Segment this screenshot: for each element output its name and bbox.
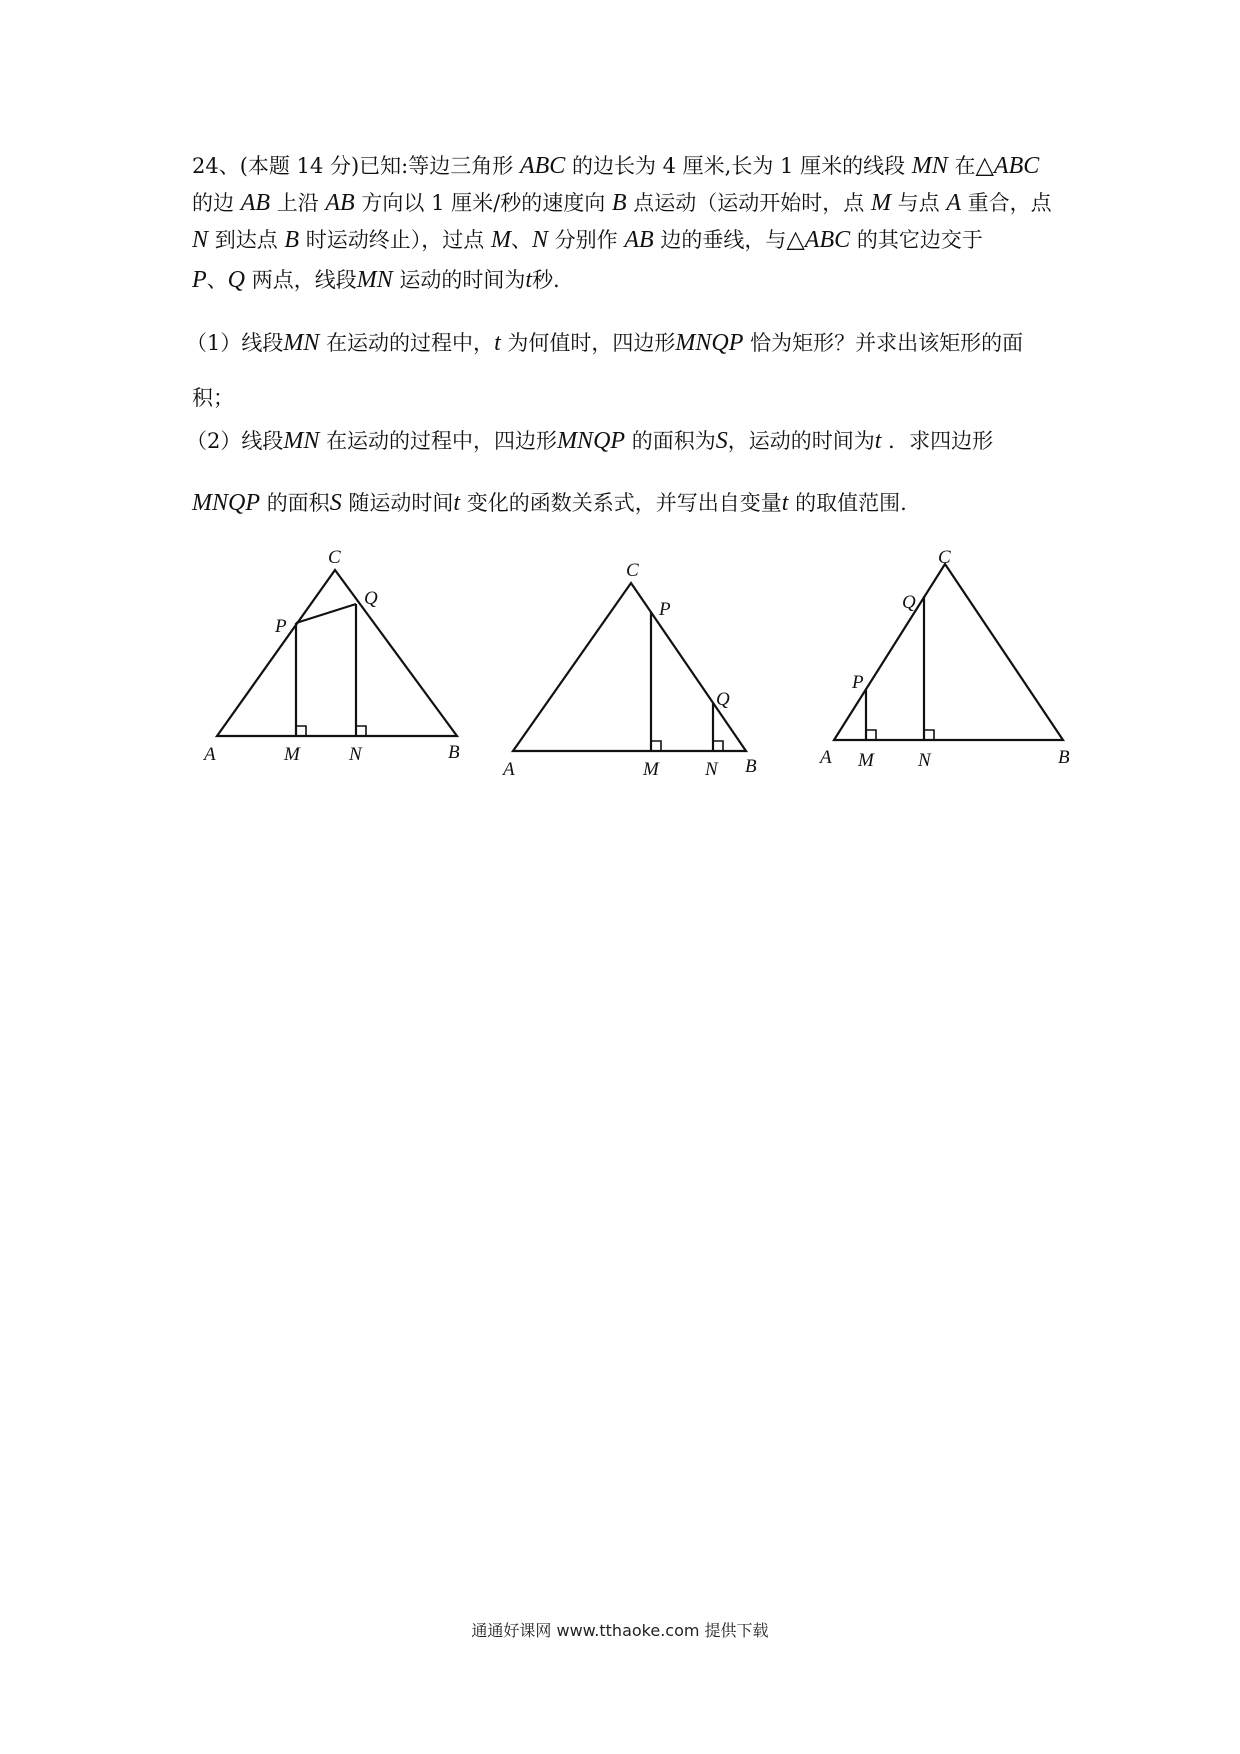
part1-line-2: 积； — [192, 386, 234, 410]
label-n: N — [349, 744, 362, 765]
label-q: Q — [716, 689, 730, 710]
right-angle-mark-n — [356, 726, 366, 736]
figure-2 — [501, 560, 757, 780]
label-p: P — [275, 616, 287, 637]
label-a: A — [503, 759, 515, 780]
problem-line-1: 24、(本题 14 分)已知:等边三角形 ABC 的边长为 4 厘米,长为 1 厘米的线段 MN 在△ABC — [192, 153, 1040, 179]
problem-line-4: P、Q 两点，线段MN 运动的时间为t秒. — [192, 267, 560, 293]
label-m: M — [284, 744, 300, 765]
right-angle-mark-m — [651, 741, 661, 751]
right-angle-mark-m — [866, 730, 876, 740]
label-q: Q — [364, 588, 378, 609]
label-m: M — [858, 750, 874, 771]
right-angle-mark-m — [296, 726, 306, 736]
part2-line-1: （2）线段MN 在运动的过程中，四边形MNQP 的面积为S，运动的时间为t ．求四边形 — [186, 428, 994, 454]
label-n: N — [918, 750, 931, 771]
label-q: Q — [902, 592, 916, 613]
label-p: P — [852, 672, 864, 693]
part2-line-2: MNQP 的面积S 随运动时间t 变化的函数关系式，并写出自变量t 的取值范围. — [192, 490, 907, 516]
footer-text: 通通好课网 www.tthaoke.com 提供下载 — [471, 1621, 769, 1640]
figure-1 — [202, 547, 460, 765]
label-m: M — [643, 759, 659, 780]
label-b: B — [1058, 747, 1070, 768]
label-c: C — [938, 547, 951, 568]
problem-line-2: 的边 AB 上沿 AB 方向以 1 厘米/秒的速度向 B 点运动（运动开始时，点 M 与点 A 重合，点 — [192, 190, 1052, 216]
label-b: B — [448, 742, 460, 763]
label-b: B — [745, 756, 757, 777]
triangle-abc — [513, 583, 746, 751]
part1-line-1: （1）线段MN 在运动的过程中，t 为何值时，四边形MNQP 恰为矩形？并求出该矩形的面 — [186, 330, 1024, 356]
triangle-abc — [834, 564, 1063, 740]
label-c: C — [626, 560, 639, 581]
label-a: A — [204, 744, 216, 765]
label-c: C — [328, 547, 341, 568]
figure-3 — [818, 547, 1070, 771]
problem-line-3: N 到达点 B 时运动终止），过点 M、N 分别作 AB 边的垂线，与△ABC 的其它边交于 — [192, 227, 983, 253]
triangle-abc — [217, 570, 457, 736]
label-p: P — [659, 599, 671, 620]
geometry-figures — [0, 0, 1240, 800]
right-angle-mark-n — [713, 741, 723, 751]
label-a: A — [820, 747, 832, 768]
right-angle-mark-n — [924, 730, 934, 740]
label-n: N — [705, 759, 718, 780]
